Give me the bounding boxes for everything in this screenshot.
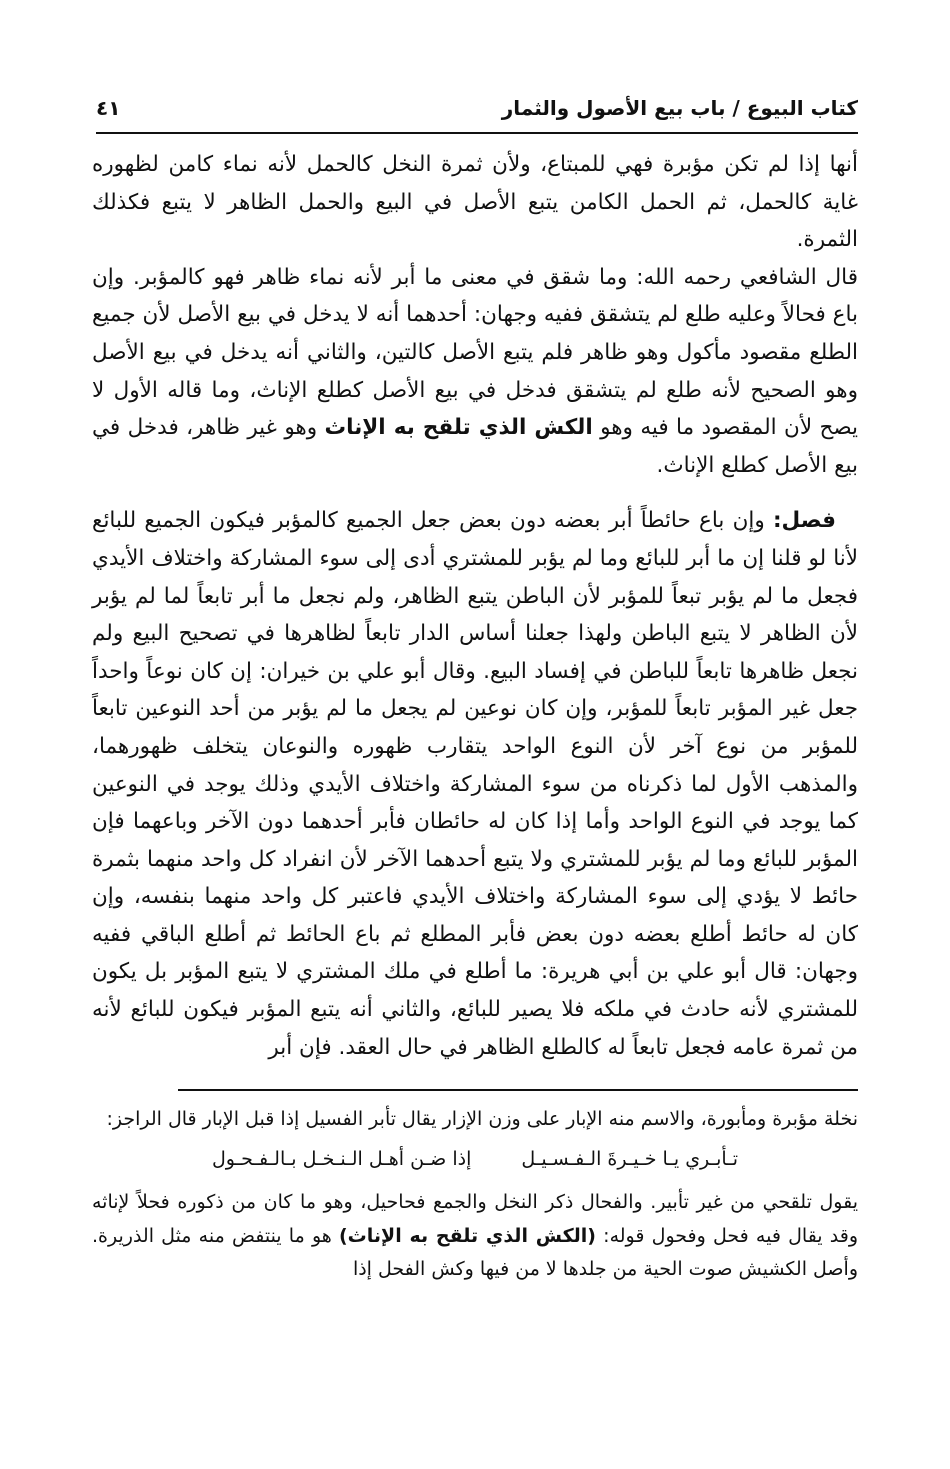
paragraph-1-text-b: قال الشافعي رحمه الله: وما شقق في معنى ما أبر لأنه نماء ظاهر فهو كالمؤبر. وإن باع فحالاً وعليه طلع لم يتشقق ففيه وجهان: أحدهما أنه لا يدخل في بيع الأصل لأن جميع الطلع مقصود مأكول وهو ظاهر فلم يتبع الأصل كالتين، والثاني أنه يدخل في بيع الأصل وهو الصحيح لأنه طلع لم يتشقق فدخل في بيع الأصل كطلع الإناث، وما قاله الأول لا يصح لأن المقصود ما فيه وهو — [92, 264, 858, 441]
footnote-2 — [92, 1186, 858, 1287]
page-header — [96, 92, 858, 134]
paragraph-1-text-a: أنها إذا لم تكن مؤبرة فهي للمبتاع، ولأن ثمرة النخل كالحمل لأنه نماء كامن لظهوره غاية كالحمل، ثم الحمل الكامن يتبع الأصل في البيع والحمل الظاهر لا يتبع فكذلك الثمرة. — [92, 152, 858, 253]
page-number: ٤١ — [96, 96, 121, 120]
footnotes — [92, 1103, 858, 1287]
verse — [92, 1143, 858, 1177]
footnote-2-text-b: هو ما ينتفض منه مثل الذريرة. وأصل الكشيش صوت الحية من جلدها لا من فيها وكش الفحل إذا — [92, 1224, 858, 1280]
footnote-2-bold: (الكش الذي تلقح به الإناث) — [339, 1224, 596, 1247]
paragraph-1 — [92, 146, 858, 484]
footnote-2-text-a: يقول تلقحي من غير تأبير. والفحال ذكر النخل والجمع فحاحيل، وهو ما كان من ذكوره فحلاً لإناثه وقد يقال فيه فحل وفحول قوله: — [92, 1191, 859, 1247]
verse-second-hemistich: إذا ضـن أهـل الـنـخـل بـالـفـحـول — [211, 1147, 472, 1170]
paragraph-2-text: وإن باع حائطاً أبر بعضه دون بعض جعل الجميع كالمؤبر فيكون الجميع للبائع لأنا لو قلنا إن ما أبر للبائع وما لم يؤبر للمشتري أدى إلى سوء المشاركة واختلاف الأيدي فجعل ما لم يؤبر تبعاً للمؤبر لأن الباطن يتبع الظاهر، ولم نجعل ما أبر تابعاً لما لم يؤبر لأن الظاهر لا يتبع الباطن ولهذا جعلنا أساس الدار تابعاً لظاهرها في تصحيح البيع ولم نجعل ظاهرها تابعاً للباطن في إفساد البيع. وقال أبو علي بن خيران: إن كان نوعاً واحداً جعل غير المؤبر تابعاً للمؤبر، وإن كان نوعين لم يجعل ما لم يؤبر من أحد النوعين تابعاً للمؤبر من نوع آخر لأن النوع الواحد يتقارب ظهوره والنوعان يتخلف ظهورهما، والمذهب الأول لما ذكرناه من سوء المشاركة واختلاف الأيدي وذلك يوجد في النوعين كما يوجد في النوع الواحد وأما إذا كان له حائطان فأبر أحدهما دون الآخر وباعهما فإن المؤبر للبائع وما لم يؤبر للمشتري ولا يتبع أحدهما الآخر لأن انفراد كل واحد منهما بثمرة حائط لا يؤدي إلى سوء المشاركة واختلاف الأيدي فاعتبر كل واحد منهما بنفسه، وإن كان له حائط أطلع بعضه دون بعض فأبر المطلع ثم باع الحائط ثم أطلع الباقي ففيه وجهان: قال أبو علي بن أبي هريرة: ما أطلع في ملك المشتري لا يتبع المؤبر بل يكون للمشتري لأنه حادث في ملكه فلا يصير للبائع، والثاني أنه يتبع المؤبر فيكون للبائع لأنه من ثمرة عامه فجعل تابعاً له كالطلع الظاهر في حال العقد. فإن أبر — [92, 508, 858, 1060]
paragraph-2 — [92, 502, 858, 1066]
verse-first-hemistich: تـأبـري يـا خـيـرةَ الـفـسـيـل — [521, 1147, 739, 1170]
footnote-1: نخلة مؤبرة ومأبورة، والاسم منه الإبار على وزن الإزار يقال تأبر الفسيل إذا قبل الإبار قال الراجز: — [106, 1108, 858, 1130]
paragraph-1-bold-phrase: الكش الذي تلقح به الإناث — [324, 415, 593, 441]
running-title: كتاب البيوع / باب بيع الأصول والثمار — [501, 96, 858, 120]
paragraph-1-text-c: وهو غير ظاهر، فدخل في بيع الأصل كطلع الإناث. — [92, 415, 858, 478]
footnote-divider — [178, 1089, 858, 1091]
main-text — [92, 146, 858, 1066]
section-lead: فصل: — [772, 508, 836, 534]
